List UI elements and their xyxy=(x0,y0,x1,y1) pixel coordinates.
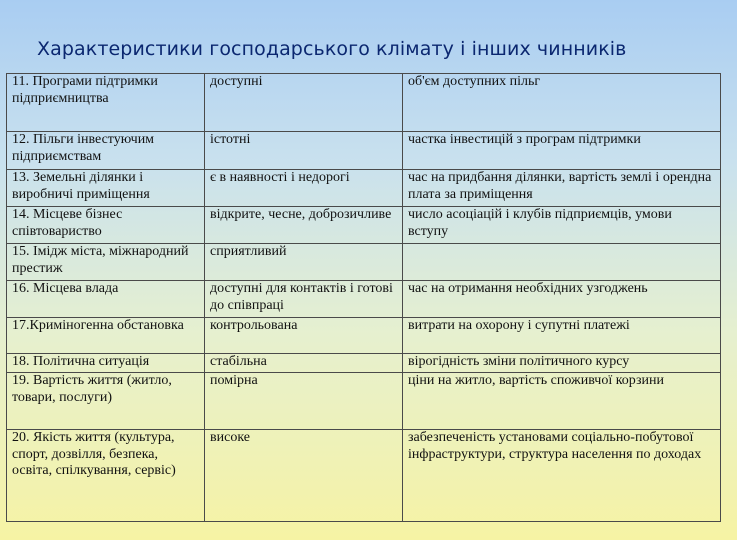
factor-cell: 20. Якість життя (культура, спорт, дозвілля, безпека, освіта, спілкування, сервіс) xyxy=(7,430,205,522)
factor-cell: 17.Криміногенна обстановка xyxy=(7,318,205,354)
table-row xyxy=(7,281,721,318)
indicator-cell: частка інвестицій з програм підтримки xyxy=(403,132,721,170)
indicator-cell: час на отримання необхідних узгоджень xyxy=(403,281,721,318)
factor-cell: 11. Програми підтримки підприємництва xyxy=(7,74,205,132)
indicator-cell: ціни на житло, вартість споживчої корзини xyxy=(403,373,721,430)
page-title: Характеристики господарського клімату і інших чинників xyxy=(37,38,627,60)
state-cell: істотні xyxy=(205,132,403,170)
state-cell: сприятливий xyxy=(205,244,403,281)
table-row xyxy=(7,170,721,207)
table-row xyxy=(7,430,721,522)
state-cell: доступні xyxy=(205,74,403,132)
table-row xyxy=(7,318,721,354)
indicator-cell: вірогідність зміни політичного курсу xyxy=(403,354,721,373)
factor-cell: 14. Місцеве бізнес співтовариство xyxy=(7,207,205,244)
state-cell: високе xyxy=(205,430,403,522)
factor-cell: 12. Пільги інвестуючим підприємствам xyxy=(7,132,205,170)
indicator-cell: час на придбання ділянки, вартість землі і орендна плата за приміщення xyxy=(403,170,721,207)
factor-cell: 18. Політична ситуація xyxy=(7,354,205,373)
indicator-cell: витрати на охорону і супутні платежі xyxy=(403,318,721,354)
indicator-cell: забезпеченість установами соціально-побутової інфраструктури, структура населення по доходах xyxy=(403,430,721,522)
state-cell: контрольована xyxy=(205,318,403,354)
state-cell: доступні для контактів і готові до співпраці xyxy=(205,281,403,318)
table-row xyxy=(7,74,721,132)
table-row xyxy=(7,244,721,281)
factor-cell: 16. Місцева влада xyxy=(7,281,205,318)
factor-cell: 13. Земельні ділянки і виробничі приміщення xyxy=(7,170,205,207)
table-row xyxy=(7,132,721,170)
factor-cell: 19. Вартість життя (житло, товари, послуги) xyxy=(7,373,205,430)
table-row xyxy=(7,207,721,244)
table-row xyxy=(7,354,721,373)
factor-cell: 15. Імідж міста, міжнародний престиж xyxy=(7,244,205,281)
state-cell: помірна xyxy=(205,373,403,430)
indicator-cell: об'єм доступних пільг xyxy=(403,74,721,132)
state-cell: відкрите, чесне, доброзичливе xyxy=(205,207,403,244)
factors-table xyxy=(6,73,721,522)
indicator-cell xyxy=(403,244,721,281)
state-cell: є в наявності і недорогі xyxy=(205,170,403,207)
indicator-cell: число асоціацій і клубів підприємців, умови вступу xyxy=(403,207,721,244)
state-cell: стабільна xyxy=(205,354,403,373)
table-row xyxy=(7,373,721,430)
